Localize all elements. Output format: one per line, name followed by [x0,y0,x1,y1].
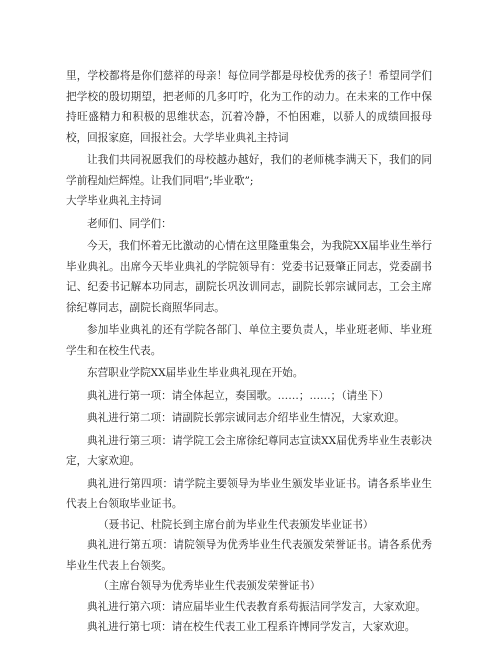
agenda-note-5: （主席台领导为优秀毕业生代表颁发荣誉证书） [98,580,321,592]
agenda-item-7: 典礼进行第七项：请在校生代表工业工程系许博同学发言，大家欢迎。 [87,621,416,633]
agenda-item-5: 典礼进行第五项：请院领导为优秀毕业生代表颁发荣誉证书。请各系优秀毕业生代表上台领奖。 [66,539,432,572]
agenda-item-1: 典礼进行第一项：请全体起立，奏国歌。……；……；（请坐下） [87,389,389,402]
paragraph-opening: 今天，我们怀着无比激动的心情在这里隆重集会，为我院XX届毕业生举行毕业典礼。出席今天毕业典礼的学院领导有：党委书记聂肇正同志，党委副书记、纪委书记解本功同志，副院长巩汝训同志，副院长郭宗诚同志，工会主席徐纪尊同志，副院长商照华同志。 [66,240,432,314]
agenda-item-6: 典礼进行第六项：请应届毕业生代表教育系苟振洁同学发言，大家欢迎。 [87,600,426,613]
agenda-item-2: 典礼进行第二项：请副院长郭宗诚同志介绍毕业生情况，大家欢迎。 [87,412,405,424]
paragraph-closing-remarks: 里，学校都将是你们慈祥的母亲！每位同学都是母校优秀的孩子！希望同学们把学校的殷切期望，把老师的几多叮咛，化为工作的动力。在未来的工作中保持旺盛精力和积极的思维状态，沉着冷静，不怕困难，以骄人的成绩回报母校，回报家庭，回报社会。大学毕业典礼主持词 [66,70,432,144]
paragraph-greeting: 老师们、同学们： [87,217,172,230]
paragraph-start: 东营职业学院XX届毕业生毕业典礼现在开始。 [87,367,304,379]
section-title: 大学毕业典礼主持词 [66,195,162,207]
agenda-item-3: 典礼进行第三项：请学院工会主席徐纪尊同志宣读XX届优秀毕业生表彰决定，大家欢迎。 [66,434,432,467]
agenda-item-4: 典礼进行第四项：请学院主要领导为毕业生颁发毕业证书。请各系毕业生代表上台领取毕业证书。 [66,477,432,510]
paragraph-blessing: 让我们共同祝愿我们的母校越办越好，我们的老师桃李满天下，我们的同学前程灿烂辉煌。让我们同唱”;毕业歌”; [66,154,432,187]
document-body [66,66,432,638]
agenda-note-4: （聂书记、杜院长到主席台前为毕业生代表颁发毕业证书） [98,518,374,531]
paragraph-attendees: 参加毕业典礼的还有学院各部门、单位主要负责人，毕业班老师、毕业班学生和在校生代表。 [66,324,432,357]
